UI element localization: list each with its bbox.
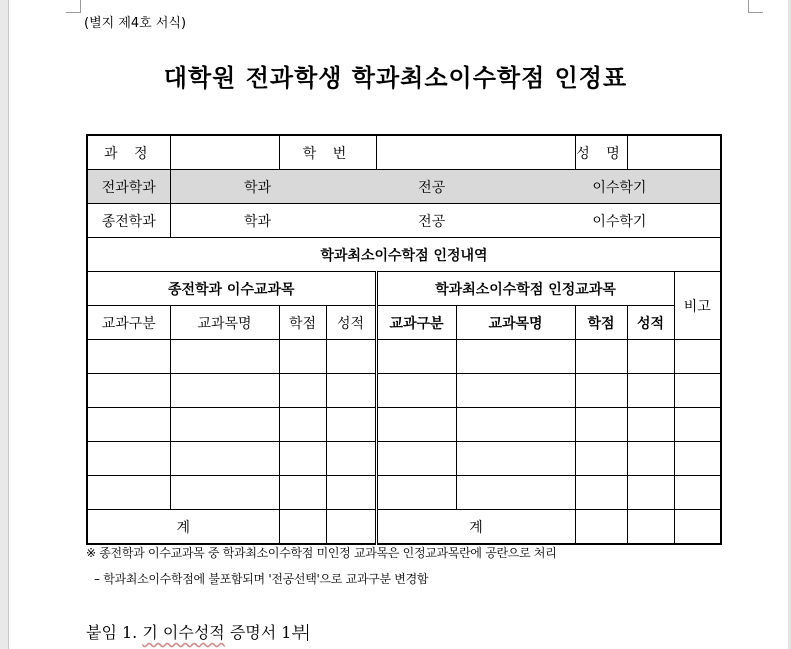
table-cell[interactable] [87, 374, 170, 408]
table-cell[interactable] [575, 442, 627, 476]
table-cell[interactable] [674, 476, 721, 510]
table-cell[interactable] [376, 340, 456, 374]
dept-suffix: 학과 [244, 213, 272, 230]
info-row [87, 135, 721, 170]
table-cell[interactable] [575, 374, 627, 408]
left-total-label: 계 [87, 510, 279, 545]
table-cell[interactable] [326, 408, 376, 442]
page-margin-left [0, 0, 8, 649]
attachment-underlined-text: 기 이수성적 [142, 623, 225, 642]
total-row [87, 510, 721, 545]
left-total-grade[interactable] [326, 510, 376, 545]
table-cell[interactable] [279, 476, 326, 510]
total-remarks[interactable] [674, 510, 721, 545]
table-cell[interactable] [87, 476, 170, 510]
document-title: 대학원 전과학생 학과최소이수학점 인정표 [163, 64, 628, 92]
left-total-credits[interactable] [279, 510, 326, 545]
table-cell[interactable] [627, 408, 674, 442]
table-cell[interactable] [87, 442, 170, 476]
table-cell[interactable] [627, 442, 674, 476]
page-margin-line [8, 0, 9, 649]
student-id-label: 학 번 [279, 135, 376, 170]
table-cell[interactable] [279, 340, 326, 374]
table-cell[interactable] [674, 340, 721, 374]
left-credits-header: 학점 [279, 306, 326, 340]
name-field[interactable] [627, 135, 721, 170]
table-cell[interactable] [456, 340, 575, 374]
table-cell[interactable] [674, 442, 721, 476]
right-total-credits[interactable] [575, 510, 627, 545]
section-title: 학과최소이수학점 인정내역 [87, 238, 721, 272]
transfer-dept-label: 전과학과 [87, 170, 170, 204]
note-reclassification: – 학과최소이수학점에 불포함되며 '전공선택'으로 교과구분 변경함 [94, 572, 429, 586]
table-cell[interactable] [674, 408, 721, 442]
right-credits-header: 학점 [575, 306, 627, 340]
table-row [87, 340, 721, 374]
table-cell[interactable] [279, 374, 326, 408]
name-label: 성 명 [575, 135, 627, 170]
table-cell[interactable] [456, 408, 575, 442]
former-dept-label: 종전학과 [87, 204, 170, 238]
major-suffix: 전공 [418, 179, 446, 196]
recognized-courses-header: 학과최소이수학점 인정교과목 [376, 272, 674, 306]
column-header-row [87, 306, 721, 340]
left-category-header: 교과구분 [87, 306, 170, 340]
left-grade-header: 성적 [326, 306, 376, 340]
table-cell[interactable] [326, 340, 376, 374]
table-cell[interactable] [376, 442, 456, 476]
crop-mark-top-left [66, 0, 81, 13]
attachment-suffix: 증명서 1부 [224, 623, 307, 642]
table-cell[interactable] [170, 340, 279, 374]
semester-suffix: 이수학기 [592, 179, 647, 196]
table-cell[interactable] [170, 408, 279, 442]
text-cursor [307, 624, 308, 641]
table-cell[interactable] [326, 374, 376, 408]
right-total-label: 계 [376, 510, 575, 545]
table-cell[interactable] [376, 408, 456, 442]
table-cell[interactable] [376, 476, 456, 510]
table-cell[interactable] [674, 374, 721, 408]
table-row [87, 476, 721, 510]
former-dept-row [87, 204, 721, 238]
student-id-field[interactable] [376, 135, 575, 170]
table-cell[interactable] [170, 476, 279, 510]
table-cell[interactable] [456, 442, 575, 476]
table-cell[interactable] [279, 442, 326, 476]
former-courses-header: 종전학과 이수교과목 [87, 272, 376, 306]
table-cell[interactable] [456, 374, 575, 408]
attachment-prefix: 붙임 1. [86, 623, 143, 642]
attachment-line [86, 620, 308, 643]
remarks-header: 비고 [674, 272, 721, 340]
course-field[interactable] [170, 135, 279, 170]
table-cell[interactable] [170, 374, 279, 408]
former-dept-field[interactable] [170, 204, 721, 238]
course-label: 과 정 [87, 135, 170, 170]
table-cell[interactable] [279, 408, 326, 442]
right-subject-header: 교과목명 [456, 306, 575, 340]
note-unrecognized: ※ 종전학과 이수교과목 중 학과최소이수학점 미인정 교과목은 인정교과목란에 공란으로 처리 [86, 546, 557, 560]
right-total-grade[interactable] [627, 510, 674, 545]
table-cell[interactable] [87, 408, 170, 442]
form-id: (별지 제4호 서식) [84, 16, 187, 31]
semester-suffix: 이수학기 [592, 213, 647, 230]
table-cell[interactable] [575, 476, 627, 510]
dept-suffix: 학과 [244, 179, 272, 196]
table-row [87, 442, 721, 476]
crop-mark-top-right [748, 0, 763, 13]
table-row [87, 408, 721, 442]
table-cell[interactable] [575, 340, 627, 374]
table-cell[interactable] [627, 476, 674, 510]
table-cell[interactable] [627, 374, 674, 408]
table-cell[interactable] [575, 408, 627, 442]
table-cell[interactable] [87, 340, 170, 374]
transfer-dept-field[interactable] [170, 170, 721, 204]
table-cell[interactable] [627, 340, 674, 374]
table-cell[interactable] [376, 374, 456, 408]
table-cell[interactable] [170, 442, 279, 476]
transfer-dept-row [87, 170, 721, 204]
right-grade-header: 성적 [627, 306, 674, 340]
table-row [87, 374, 721, 408]
table-cell[interactable] [456, 476, 575, 510]
table-cell[interactable] [326, 476, 376, 510]
left-subject-header: 교과목명 [170, 306, 279, 340]
right-category-header: 교과구분 [376, 306, 456, 340]
credit-recognition-table [86, 134, 722, 545]
table-cell[interactable] [326, 442, 376, 476]
major-suffix: 전공 [418, 213, 446, 230]
